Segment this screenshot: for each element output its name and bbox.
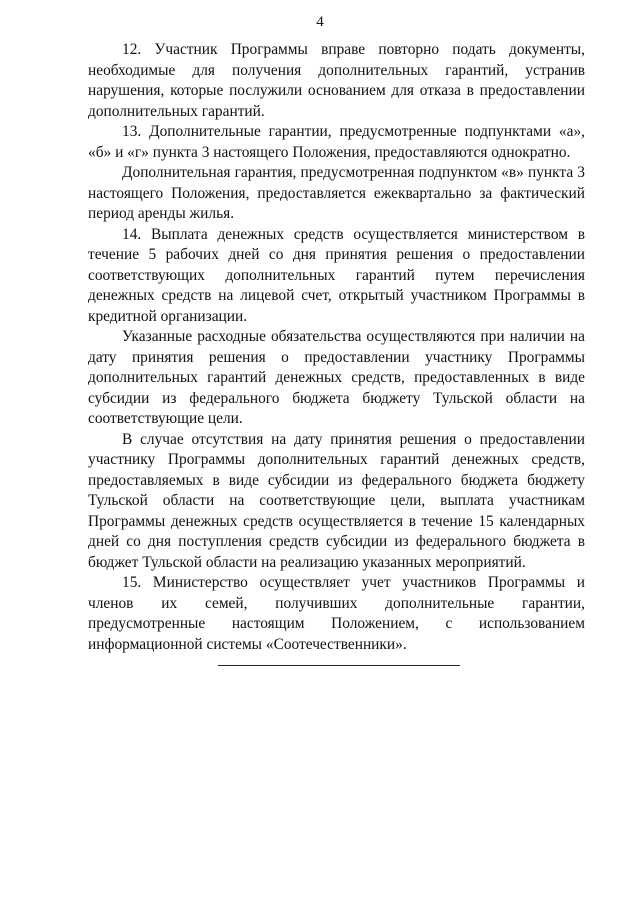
document-body bbox=[88, 40, 585, 655]
page-number: 4 bbox=[316, 14, 324, 30]
paragraph-15: 15. Министерство осуществляет учет участников Программы и членов их семей, получивших дополнительные гарантии, предусмотренные настоящим Положением, с использованием информационной системы «Соотечественники». bbox=[88, 574, 585, 653]
paragraph-13-continued: Дополнительная гарантия, предусмотренная подпунктом «в» пункта 3 настоящего Положения, предоставляется ежеквартально за фактический период аренды жилья. bbox=[88, 164, 585, 222]
paragraph-14: 14. Выплата денежных средств осуществляется министерством в течение 5 рабочих дней со дня принятия решения о предоставлении соответствующих дополнительных гарантий путем перечисления денежных средств на лицевой счет, открытый участником Программы в кредитной организации. bbox=[88, 225, 585, 325]
end-divider-line bbox=[218, 665, 460, 666]
paragraph-14-obligations: Указанные расходные обязательства осуществляются при наличии на дату принятия решения о предоставлении участнику Программы дополнительных гарантий денежных средств, предоставленных в виде субсидии из федерального бюджета бюджету Тульской области на соответствующие цели. bbox=[88, 328, 585, 427]
paragraph-13: 13. Дополнительные гарантии, предусмотренные подпунктами «а», «б» и «г» пункта 3 настоящего Положения, предоставляются однократно. bbox=[88, 123, 585, 161]
paragraph-12: 12. Участник Программы вправе повторно подать документы, необходимые для получения дополнительных гарантий, устранив нарушения, которые послужили основанием для отказа в предоставлении дополнительных гарантий. bbox=[88, 41, 585, 120]
paragraph-14-absence-case: В случае отсутствия на дату принятия решения о предоставлении участнику Программы дополнительных гарантий денежных средств, предоставляемых в виде субсидии из федерального бюджета бюджету Тульской области на соответствующие цели, выплата участникам Программы денежных средств осуществляется в течение 15 календарных дней со дня поступления средств субсидии из федерального бюджета в бюджет Тульской области на реализацию указанных мероприятий. bbox=[88, 430, 585, 571]
